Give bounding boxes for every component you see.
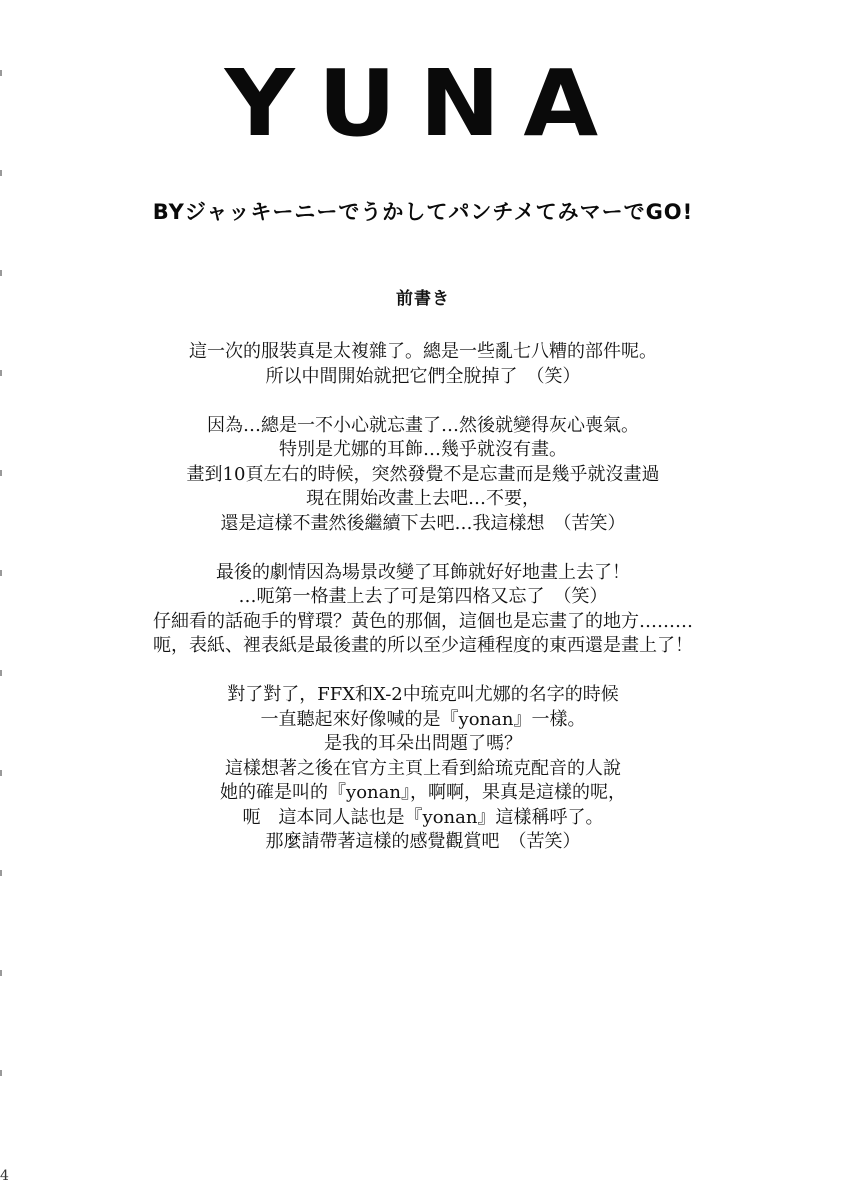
text-line: 現在開始改畫上去吧…不要， — [306, 488, 540, 509]
text-line: 特別是尤娜的耳飾…幾乎就沒有畫。 — [279, 439, 567, 460]
page-number: 4 — [0, 1168, 9, 1184]
edge-mark — [0, 670, 2, 676]
text-line: 是我的耳朵出問題了嗎？ — [324, 733, 522, 754]
edge-mark — [0, 570, 2, 576]
paragraph — [60, 414, 786, 537]
edge-mark — [0, 470, 2, 476]
preface-body — [60, 340, 786, 879]
text-line: 這一次的服裝真是太複雜了。總是一些亂七八糟的部件呢。 — [189, 341, 657, 362]
author-byline: BYジャッキーニーでうかしてパンチメてみマーでGO! — [152, 200, 694, 224]
text-line: …呃第一格畫上去了可是第四格又忘了 （笑） — [238, 586, 608, 607]
text-line: 所以中間開始就把它們全脫掉了 （笑） — [265, 365, 581, 387]
section-heading: 前書き — [396, 289, 450, 309]
text-line: 一直聽起來好像喊的是『yonan』一樣。 — [260, 708, 586, 730]
paragraph — [60, 340, 786, 389]
text-line: 仔細看的話砲手的臂環？黃色的那個，這個也是忘畫了的地方……… — [153, 610, 693, 632]
edge-mark — [0, 870, 2, 876]
text-line: 她的確是叫的『yonan』，啊啊，果真是這樣的呢， — [220, 782, 626, 803]
edge-mark — [0, 770, 2, 776]
edge-mark — [0, 970, 2, 976]
edge-mark — [0, 170, 2, 176]
text-line: 畫到10頁左右的時候，突然發覺不是忘畫而是幾乎就沒畫過 — [186, 463, 660, 485]
paragraph — [60, 561, 786, 659]
text-line: 這樣想著之後在官方主頁上看到給琉克配音的人說 — [225, 757, 621, 779]
edge-mark — [0, 1070, 2, 1076]
text-line: 對了對了，FFX和X-2中琉克叫尤娜的名字的時候 — [227, 684, 619, 705]
text-line: 那麼請帶著這樣的感覺觀賞吧 （苦笑） — [265, 831, 581, 852]
text-line: 因為…總是一不小心就忘畫了…然後就變得灰心喪氣。 — [207, 414, 639, 436]
edge-mark — [0, 270, 2, 276]
text-line: 呃，表紙、裡表紙是最後畫的所以至少這種程度的東西還是畫上了！ — [153, 635, 693, 656]
text-line: 最後的劇情因為場景改變了耳飾就好好地畫上去了！ — [216, 561, 630, 583]
paragraph — [60, 683, 786, 855]
edge-mark — [0, 370, 2, 376]
page-title: YUNA — [224, 50, 622, 157]
text-line: 呃 這本同人誌也是『yonan』這樣稱呼了。 — [242, 806, 604, 828]
text-line: 還是這樣不畫然後繼續下去吧…我這樣想 （苦笑） — [220, 512, 626, 534]
